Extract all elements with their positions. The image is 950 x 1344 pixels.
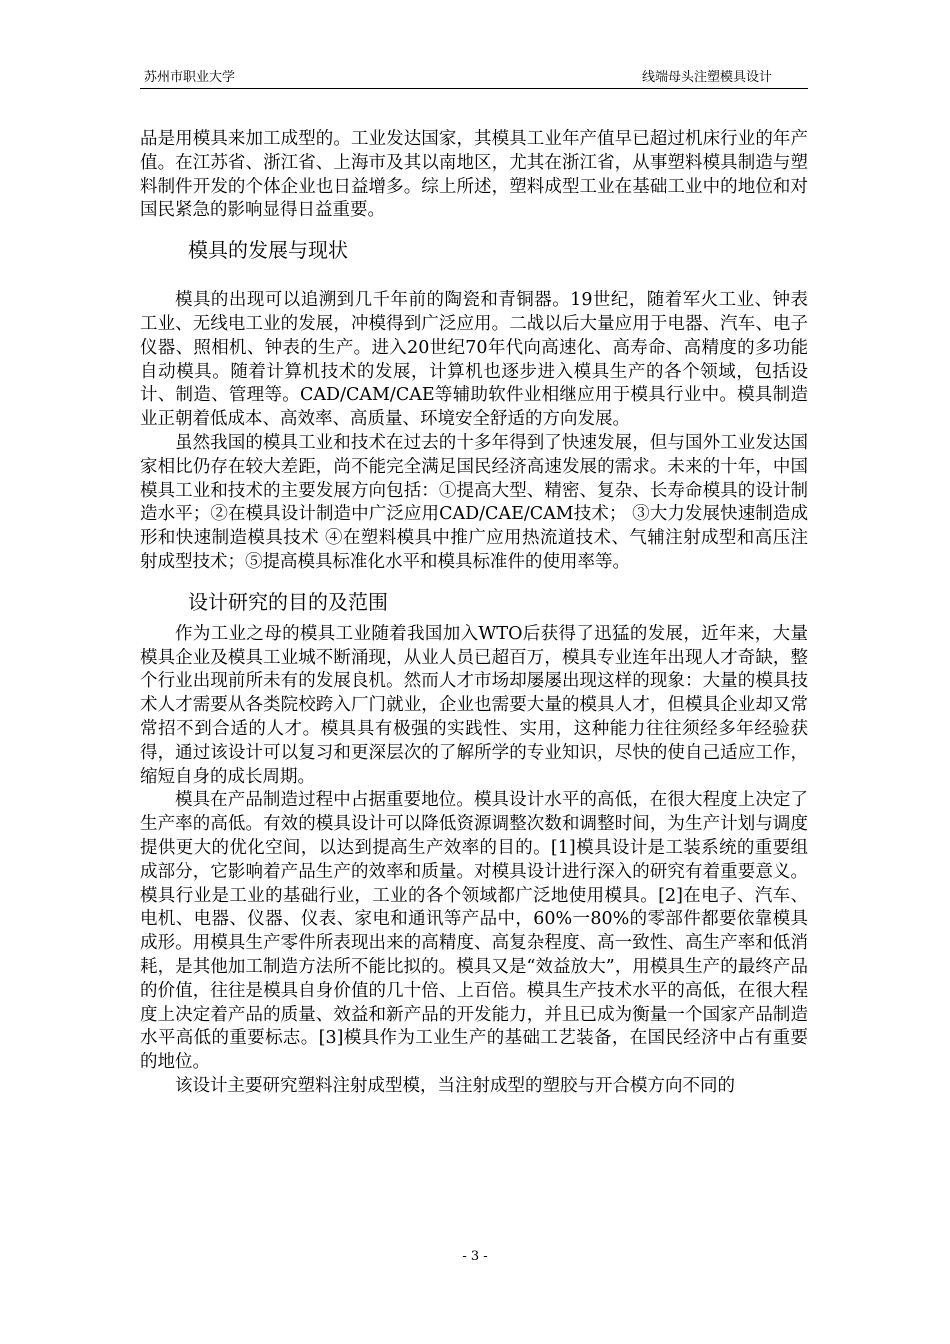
section-heading-development: 模具的发展与现状 xyxy=(188,238,348,263)
purpose-paragraph-2: 模具在产品制造过程中占据重要地位。模具设计水平的高低，在很大程度上决定了生产率的高低。有效的模具设计可以降低资源调整次数和调整时间，为生产计划与调度提供更大的优化空间，以达到提高生产效率的目的。[1]模具设计是工装系统的重要组成部分，它影响着产品生产的效率和质量。对模具设计进行深入的研究有着重要意义。模具行业是工业的基础行业，工业的各个领域都广泛地使用模具。[2]在电子、汽车、电机、电器、仪器、仪表、家电和通讯等产品中，60%一80%的零部件都要依靠模具成形。用模具生产零件所表现出来的高精度、高复杂程度、高一致性、高生产率和低消耗，是其他加工制造方法所不能比拟的。模具又是“效益放大”，用模具生产的最终产品的价值，往往是模具自身价值的几十倍、上百倍。模具生产技术水平的高低，在很大程度上决定着产品的质量、效益和新产品的开发能力，并且已成为衡量一个国家产品制造水平高低的重要标志。[3]模具作为工业生产的基础工艺装备，在国民经济中占有重要的地位。 xyxy=(140,790,808,1073)
purpose-paragraph-1: 作为工业之母的模具工业随着我国加入WTO后获得了迅猛的发展，近年来，大量模具企业及模具工业城不断涌现，从业人员已超百万，模具专业连年出现人才奇缺，整个行业出现前所未有的发展良机。然而人才市场却屡屡出现这样的现象：大量的模具技术人才需要从各类院校跨入厂门就业，企业也需要大量的模具人才，但模具企业却又常常招不到合适的人才。模具具有极强的实践性、实用，这种能力往往须经多年经验获得，通过该设计可以复习和更深层次的了解所学的专业知识，尽快的使自己适应工作，缩短自身的成长周期。 xyxy=(140,623,808,787)
section-heading-purpose: 设计研究的目的及范围 xyxy=(188,589,388,614)
header-institution: 苏州市职业大学 xyxy=(144,70,236,85)
page-content xyxy=(140,128,808,1099)
page-number: - 3 - xyxy=(462,1249,488,1264)
development-paragraph-1: 模具的出现可以追溯到几千年前的陶瓷和青铜器。19世纪，随着军火工业、钟表工业、无线电工业的发展，冲模得到广泛应用。二战以后大量应用于电器、汽车、电子仪器、照相机、钟表的生产。进入20世纪70年代向高速化、高寿命、高精度的多功能自动模具。随着计算机技术的发展，计算机也逐步进入模具生产的各个领域，包括设计、制造、管理等。CAD/CAM/CAE等辅助软件业相继应用于模具行业中。模具制造业正朝着低成本、高效率、高质量、环境安全舒适的方向发展。 xyxy=(140,290,808,430)
development-paragraph-2: 虽然我国的模具工业和技术在过去的十多年得到了快速发展，但与国外工业发达国家相比仍存在较大差距，尚不能完全满足国民经济高速发展的需求。未来的十年，中国模具工业和技术的主要发展方向包括：①提高大型、精密、复杂、长寿命模具的设计制造水平；②在模具设计制造中广泛应用CAD/CAE/CAM技术； ③大力发展快速制造成形和快速制造模具技术 ④在塑料模具中推广应用热流道技术、气辅注射成型和高压注射成型技术；⑤提高模具标准化水平和模具标准件的使用率等。 xyxy=(140,432,808,572)
header-document-title: 线端母头注塑模具设计 xyxy=(641,70,772,85)
intro-paragraph: 品是用模具来加工成型的。工业发达国家，其模具工业年产值早已超过机床行业的年产值。在江苏省、浙江省、上海市及其以南地区，尤其在浙江省，从事塑料模具制造与塑料制件开发的个体企业也日益增多。综上所述，塑料成型工业在基础工业中的地位和对国民紧急的影响显得日益重要。 xyxy=(140,129,808,221)
purpose-paragraph-3: 该设计主要研究塑料注射成型模，当注射成型的塑胶与开合模方向不同的 xyxy=(175,1075,735,1096)
page-header xyxy=(140,60,808,89)
